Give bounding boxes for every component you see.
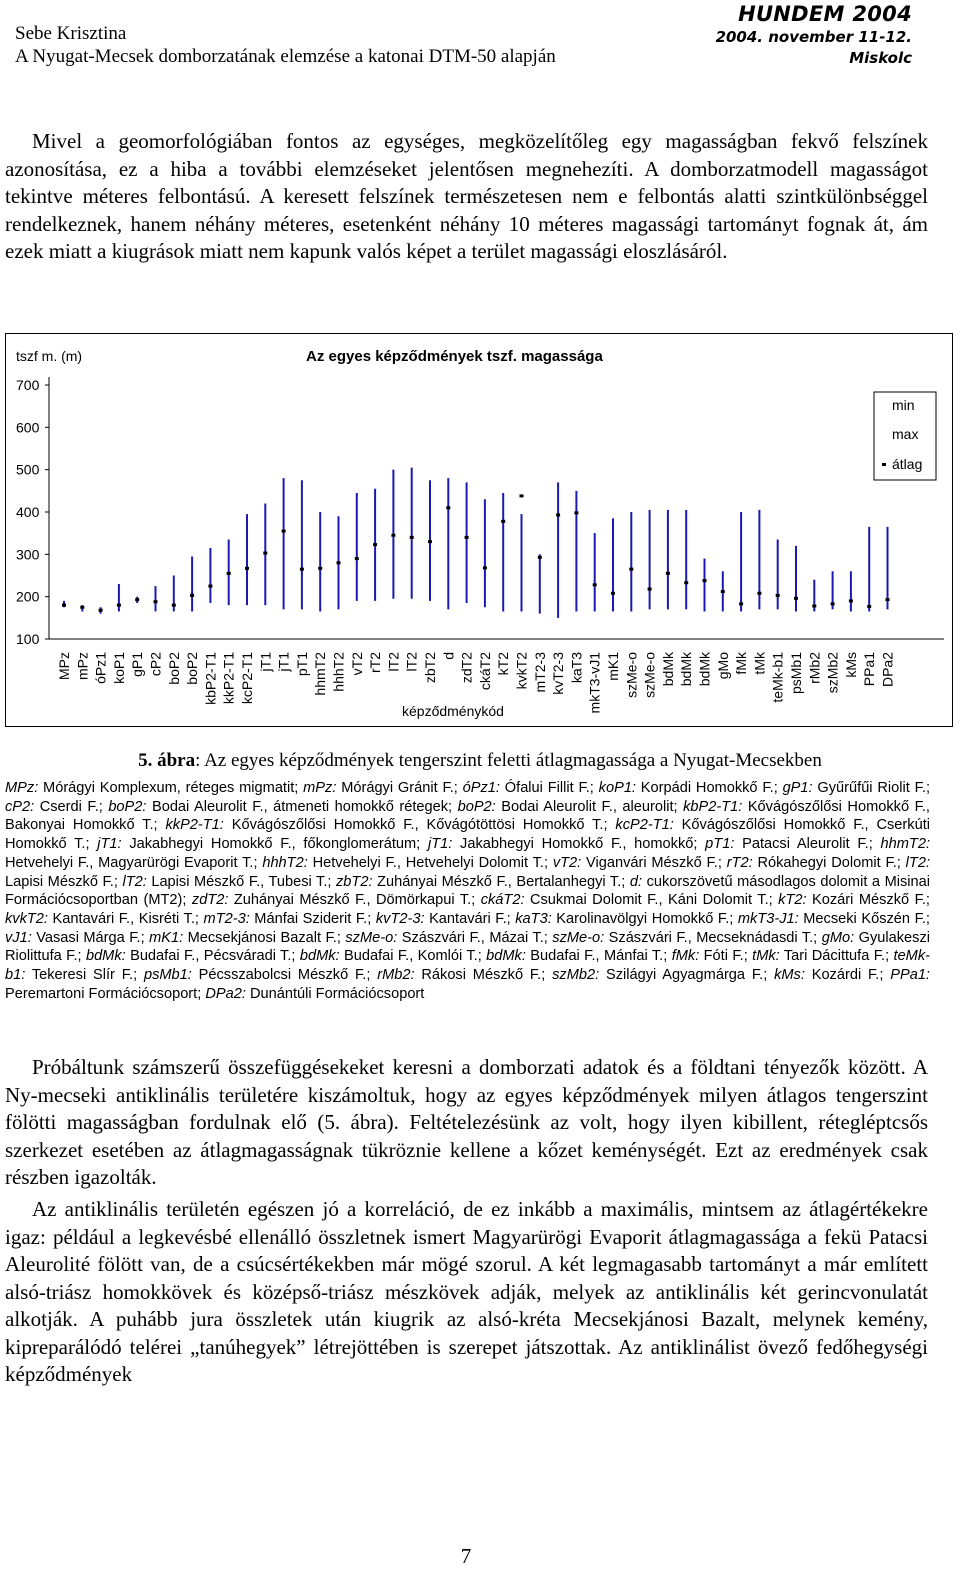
legend-description: Hetvehelyi F., Magyarürögi Evaporit T.; bbox=[5, 854, 263, 871]
paper-title: A Nyugat-Mecsek domborzatának elemzése a katonai DTM-50 alapján bbox=[15, 46, 556, 67]
legend-code: szMb2: bbox=[552, 967, 600, 984]
legend-code: szMe-o: bbox=[345, 929, 398, 946]
legend-description: Gyulakeszi Riolittufa F.; bbox=[5, 929, 930, 965]
x-tick-label: szMe-o bbox=[641, 652, 658, 698]
paragraph-1: Mivel a geomorfológiában fontos az egységes, megközelítőleg egy magasságban fekvő felszínek azonosítása, ez a hiba a további elemzéseket jelentősen megnehezíti. A domborzatmodell magasságot tekintve méteres felbontású. A keresett felszínek természetesen nem e felbontás alatti szintkülönbséggel rendelkeznek, hanem néhány méteres, esetenként néhány 10 méteres magassági tartományt fognak át, ám ezek miatt a kiugrások miatt nem kapunk valós képet a terület magassági eloszlásáról. bbox=[5, 129, 928, 263]
mean-marker bbox=[794, 597, 798, 600]
mean-marker bbox=[245, 567, 249, 570]
legend-description: Csukmai Dolomit F., Káni Dolomit T.; bbox=[524, 892, 779, 909]
legend-description: Rákosi Mészkő F.; bbox=[414, 967, 553, 984]
mean-marker bbox=[80, 606, 84, 609]
legend-description: cukorszövetű másodlagos dolomit a Misinai Formációcsoportban (MT2); bbox=[5, 873, 930, 909]
legend-code: DPa2: bbox=[205, 985, 246, 1002]
x-tick-label: lT2 bbox=[403, 652, 420, 672]
legend-code: kbP2-T1: bbox=[683, 798, 743, 815]
legend-code: jT1: bbox=[97, 836, 122, 853]
legend-entry-label: max bbox=[892, 426, 919, 442]
x-tick-label: boP2 bbox=[165, 652, 182, 685]
legend-code: tMk: bbox=[752, 948, 780, 965]
mean-marker bbox=[574, 511, 578, 514]
legend-code: szMe-o: bbox=[552, 929, 605, 946]
legend-code: mkT3-J1: bbox=[737, 910, 799, 927]
running-header-left bbox=[15, 22, 556, 68]
legend-code: bdMk: bbox=[85, 948, 126, 965]
legend-code: teMk-b1: bbox=[5, 948, 930, 984]
legend-code: kkP2-T1: bbox=[165, 817, 224, 834]
x-tick-label: vT2 bbox=[348, 652, 365, 676]
x-tick-label: kaT3 bbox=[568, 652, 585, 684]
legend-code: kaT3: bbox=[515, 910, 552, 927]
x-tick-label: mkT3-vJ1 bbox=[586, 652, 603, 714]
y-tick-label: 200 bbox=[16, 588, 40, 605]
x-tick-label: DPa2 bbox=[879, 652, 896, 688]
x-tick-label: kT2 bbox=[495, 652, 512, 676]
mean-marker bbox=[556, 513, 560, 516]
legend-code: cP2: bbox=[5, 798, 35, 815]
legend-description: Mórágyi Komplexum, réteges migmatit; bbox=[38, 780, 304, 796]
mean-marker bbox=[520, 494, 524, 497]
legend-description: Jakabhegyi Homokkő F., főkonglomerátum; bbox=[121, 836, 428, 853]
x-tick-label: d bbox=[440, 652, 457, 660]
author: Sebe Krisztina bbox=[15, 23, 127, 44]
caption-label: 5. ábra bbox=[138, 750, 196, 771]
legend-code: boP2: bbox=[108, 798, 147, 815]
mean-marker bbox=[391, 534, 395, 537]
legend-mean-marker bbox=[882, 463, 886, 466]
chart-title: Az egyes képződmények tszf. magassága bbox=[306, 348, 603, 365]
x-tick-label: tMk bbox=[751, 652, 768, 675]
legend-description: Budafai F., Mánfai T.; bbox=[525, 948, 672, 965]
legend-description: Kővágószőlősi Homokkő F., Bakonyai Homokkő T.; bbox=[5, 798, 930, 834]
legend-description: Kozári Mészkő F.; bbox=[806, 892, 930, 909]
legend-description: Mecsekjánosi Bazalt F.; bbox=[183, 929, 346, 946]
legend-description: Budafai F., Komlói T.; bbox=[339, 948, 487, 965]
legend-description: Korpádi Homokkő F.; bbox=[636, 780, 783, 796]
mean-marker bbox=[410, 536, 414, 539]
legend-code: lT2: bbox=[122, 873, 147, 890]
legend-code: fMk: bbox=[671, 948, 700, 965]
x-tick-label: kvT2-3 bbox=[550, 652, 567, 695]
legend-description: Bodai Aleurolit F., aleurolit; bbox=[495, 798, 684, 815]
legend-code: koP1: bbox=[598, 780, 636, 796]
legend-code: bdMk: bbox=[299, 948, 340, 965]
x-tick-label: hhhT2 bbox=[330, 652, 347, 692]
x-tick-label: lT2 bbox=[385, 652, 402, 672]
mean-marker bbox=[208, 585, 212, 588]
y-tick-label: 700 bbox=[16, 377, 40, 394]
x-tick-label: hhmT2 bbox=[312, 652, 329, 696]
x-tick-label: ckáT2 bbox=[476, 652, 493, 691]
x-tick-label: koP1 bbox=[110, 652, 127, 684]
figure-caption bbox=[0, 749, 960, 773]
x-tick-label: kkP2-T1 bbox=[220, 652, 237, 705]
mean-marker bbox=[703, 579, 707, 582]
x-tick-label: kMs bbox=[842, 652, 859, 678]
y-tick-label: 500 bbox=[16, 461, 40, 478]
x-tick-label: kbP2-T1 bbox=[202, 652, 219, 705]
legend-description: Patacsi Aleurolit F.; bbox=[734, 836, 881, 853]
legend-code: gMo: bbox=[821, 929, 855, 946]
mean-marker bbox=[117, 604, 121, 607]
x-tick-label: kvkT2 bbox=[513, 652, 530, 690]
legend-code: rT2: bbox=[726, 854, 753, 871]
mean-marker bbox=[739, 602, 743, 605]
x-tick-label: óPz1 bbox=[92, 652, 109, 684]
mean-marker bbox=[483, 566, 487, 569]
mean-marker bbox=[538, 556, 542, 559]
legend-description: Szilágyi Agyagmárga F.; bbox=[599, 967, 775, 984]
x-tick-label: jT1 bbox=[257, 652, 274, 672]
legend-entry-label: átlag bbox=[892, 456, 923, 472]
y-tick-label: 300 bbox=[16, 546, 40, 563]
legend-description: Tekeresi Slír F.; bbox=[25, 967, 144, 984]
x-tick-label: rMb2 bbox=[806, 652, 823, 684]
y-tick-label: 400 bbox=[16, 504, 40, 521]
mean-marker bbox=[446, 506, 450, 509]
conference-name: HUNDEM 2004 bbox=[738, 2, 912, 26]
mean-marker bbox=[593, 583, 597, 586]
x-tick-label: zdT2 bbox=[458, 652, 475, 684]
mean-marker bbox=[190, 594, 194, 597]
mean-marker bbox=[263, 552, 267, 555]
legend-description: Mecseki Kőszén F.; bbox=[798, 910, 930, 927]
mean-marker bbox=[666, 572, 670, 575]
legend-description: Szászvári F., Mázai T.; bbox=[397, 929, 553, 946]
x-tick-label: PPa1 bbox=[861, 652, 878, 687]
mean-marker bbox=[849, 599, 853, 602]
x-tick-label: jT1 bbox=[275, 652, 292, 672]
mean-marker bbox=[135, 598, 139, 601]
mean-marker bbox=[355, 557, 359, 560]
mean-marker bbox=[757, 592, 761, 595]
legend-code: kvkT2: bbox=[5, 910, 48, 927]
legend-description: Budafai F., Pécsváradi T.; bbox=[125, 948, 300, 965]
page-number: 7 bbox=[460, 1544, 472, 1568]
x-tick-label: fMk bbox=[733, 652, 750, 675]
mean-marker bbox=[776, 594, 780, 597]
mean-marker bbox=[373, 543, 377, 546]
legend-description: Karolinavölgyi Homokkő F.; bbox=[551, 910, 738, 927]
legend-description: Fóti F.; bbox=[699, 948, 753, 965]
mean-marker bbox=[629, 568, 633, 571]
legend-description: Kővágószőlősi Homokkő F., Cserkúti Homokkő T.; bbox=[5, 817, 930, 853]
x-tick-label: MPz bbox=[56, 652, 72, 680]
mean-marker bbox=[300, 568, 304, 571]
mean-marker bbox=[227, 572, 231, 575]
y-tick-label: 100 bbox=[16, 631, 40, 647]
legend-description: Ófalui Fillit F.; bbox=[499, 780, 599, 796]
legend-code: pT1: bbox=[705, 836, 735, 853]
x-tick-label: psMb1 bbox=[788, 652, 804, 695]
x-tick-label: bdMk bbox=[678, 652, 695, 687]
legend-description: Pécsszabolcsi Mészkő F.; bbox=[191, 967, 378, 984]
x-tick-label: boP2 bbox=[184, 652, 201, 685]
legend-code: zdT2: bbox=[191, 892, 229, 909]
legend-description: Viganvári Mészkő F.; bbox=[581, 854, 727, 871]
legend-code: d: bbox=[629, 873, 643, 890]
x-tick-label: kcP2-T1 bbox=[239, 652, 255, 705]
legend-description: Dunántúli Formációcsoport bbox=[245, 985, 425, 1002]
x-tick-label: bdMk bbox=[659, 652, 676, 687]
mean-marker bbox=[282, 530, 286, 533]
conference-city: Miskolc bbox=[849, 49, 912, 67]
legend-code: PPa1: bbox=[890, 967, 930, 984]
legend-code: ckáT2: bbox=[480, 892, 525, 909]
conference-date: 2004. november 11-12. bbox=[715, 28, 912, 46]
x-tick-label: gMo bbox=[714, 652, 731, 680]
x-tick-label: bdMk bbox=[696, 652, 713, 687]
legend-description: Gyűrűfűi Riolit F.; bbox=[812, 780, 930, 796]
x-tick-label: teMk-b1 bbox=[769, 652, 786, 703]
legend-code: kT2: bbox=[778, 892, 807, 909]
legend-description: Tari Dácittufa F.; bbox=[779, 948, 894, 965]
legend-code: kMs: bbox=[774, 967, 805, 984]
legend-code: mT2-3: bbox=[203, 910, 250, 927]
x-tick-label: mPz bbox=[74, 652, 91, 680]
legend-description: Jakabhegyi Homokkő F., homokkő; bbox=[452, 836, 706, 853]
legend-description: Mánfai Sziderit F.; bbox=[249, 910, 376, 927]
x-tick-label: zbT2 bbox=[422, 652, 438, 684]
legend-code: zbT2: bbox=[336, 873, 373, 890]
mean-marker bbox=[886, 598, 890, 601]
caption-text: : Az egyes képződmények tengerszint feletti átlagmagassága a Nyugat-Mecsekben bbox=[195, 750, 822, 771]
legend-code: kcP2-T1: bbox=[615, 817, 674, 834]
mean-marker bbox=[867, 605, 871, 608]
legend-description: Szászvári F., Mecseknádasdi T.; bbox=[604, 929, 822, 946]
legend-code: gP1: bbox=[782, 780, 813, 796]
legend-code: mPz: bbox=[303, 780, 337, 796]
legend-description: Kantavári F.; bbox=[424, 910, 516, 927]
legend-code: óPz1: bbox=[462, 780, 500, 796]
mean-marker bbox=[465, 536, 469, 539]
legend-code: jT1: bbox=[427, 836, 453, 853]
legend-description: Bodai Aleurolit F., átmeneti homokkő rétegek; bbox=[146, 798, 458, 815]
legend-code: kvT2-3: bbox=[375, 910, 425, 927]
mean-marker bbox=[831, 602, 835, 605]
mean-marker bbox=[648, 588, 652, 591]
x-tick-label: szMe-o bbox=[623, 652, 640, 698]
legend-description: Mórágyi Gránit F.; bbox=[336, 780, 463, 796]
mean-marker bbox=[337, 561, 341, 564]
x-tick-label: mT2-3 bbox=[531, 652, 548, 693]
y-axis-label: tszf m. (m) bbox=[16, 348, 83, 364]
legend-description: Cserdi F.; bbox=[34, 798, 109, 815]
x-axis-label: képződménykód bbox=[402, 703, 504, 719]
legend-description: Kővágószőlősi Homokkő F., Kővágótöttösi Homokkő T.; bbox=[223, 817, 616, 834]
mean-marker bbox=[501, 520, 505, 523]
paragraph-3: Az antiklinális területén egészen jó a korreláció, de ez inkább a maximális, mintsem az átlagértékekre igaz: például a legkevésbé ellenálló összletnek ismert Magyarürögi Evaporit átlagmagassága a fekü Patacsi Aleurolité fölött van, de a csúcsértékekben már mögé szorul. A két legmagasabb tartományt a már említett alsó-triász homokkövek és középső-triász mészkövek adják, melyek az antiklinális két gerincvonulatát alkotják. A puhább jura összletek után kiugrik az alsó-kréta Mecsekjánosi Bazalt, melynek kemény, kipreparálódó telérei „tanúhegyek” létrejöttében is szerepet játszottak. Az antiklinálist övező fedőhegységi képződmények bbox=[5, 1197, 928, 1386]
mean-marker bbox=[428, 540, 432, 543]
legend-entry-label: min bbox=[892, 397, 915, 413]
legend-description: Hetvehelyi F., Hetvehelyi Dolomit T.; bbox=[307, 854, 553, 871]
mean-marker bbox=[611, 592, 615, 595]
mean-marker bbox=[99, 609, 103, 612]
mean-marker bbox=[318, 567, 322, 570]
legend-code: lT2: bbox=[905, 854, 930, 871]
legend-description: Lapisi Mészkő F.; bbox=[5, 873, 123, 890]
mean-marker bbox=[172, 604, 176, 607]
mean-marker bbox=[721, 590, 725, 593]
mean-marker bbox=[154, 600, 158, 603]
mean-marker bbox=[62, 604, 66, 607]
x-tick-label: rT2 bbox=[367, 652, 384, 673]
legend-code: hhhT2: bbox=[262, 854, 308, 871]
legend-description: Vasasi Márga F.; bbox=[31, 929, 150, 946]
x-tick-label: cP2 bbox=[147, 652, 164, 677]
legend-code: vJ1: bbox=[5, 929, 32, 946]
legend-description: Rókahegyi Dolomit F.; bbox=[752, 854, 906, 871]
legend-code: boP2: bbox=[457, 798, 496, 815]
x-tick-label: pT1 bbox=[293, 652, 310, 677]
x-tick-label: szMb2 bbox=[824, 652, 841, 694]
abbreviation-legend bbox=[5, 779, 930, 1003]
legend-description: Zuhányai Mészkő F., Bertalanhegyi T.; bbox=[372, 873, 630, 890]
legend-description: Peremartoni Formációcsoport; bbox=[5, 985, 206, 1002]
legend-code: psMb1: bbox=[143, 967, 192, 984]
chart-svg bbox=[6, 334, 952, 726]
paragraph-2: Próbáltunk számszerű összefüggésekeket keresni a domborzati adatok és a földtani tényezők között. A Ny-mecseki antiklinális területére kiszámoltuk, hogy az egyes képződmények milyen átlagos tengerszint fölötti magasságban fordulnak elő (5. ábra). Feltételezésünk az volt, hogy ilyen kibillent, rétegléptcsős szerkezet esetében az átlagmagasságnak tükröznie kellene a kőzet keménységét. Ezt az eredmények csak részben igazolták. bbox=[5, 1055, 928, 1189]
legend-description: Kantavári F., Kisréti T.; bbox=[47, 910, 204, 927]
legend-description: Kozárdi F.; bbox=[804, 967, 891, 984]
mean-marker bbox=[812, 604, 816, 607]
legend-code: rMb2: bbox=[377, 967, 415, 984]
legend-code: vT2: bbox=[552, 854, 582, 871]
legend-code: hhmT2: bbox=[880, 836, 931, 853]
running-header-right bbox=[716, 2, 912, 68]
legend-description: Lapisi Mészkő F., Tubesi T.; bbox=[146, 873, 336, 890]
legend-code: mK1: bbox=[149, 929, 184, 946]
x-tick-label: mK1 bbox=[605, 652, 621, 681]
legend-code: bdMk: bbox=[486, 948, 526, 965]
y-tick-label: 600 bbox=[16, 419, 40, 436]
legend-description: Zuhányai Mészkő F., Dömörkapui T.; bbox=[228, 892, 481, 909]
figure-5-chart bbox=[5, 333, 953, 727]
legend-code: MPz: bbox=[5, 780, 39, 796]
mean-marker bbox=[684, 581, 688, 584]
x-tick-label: gP1 bbox=[129, 652, 146, 677]
